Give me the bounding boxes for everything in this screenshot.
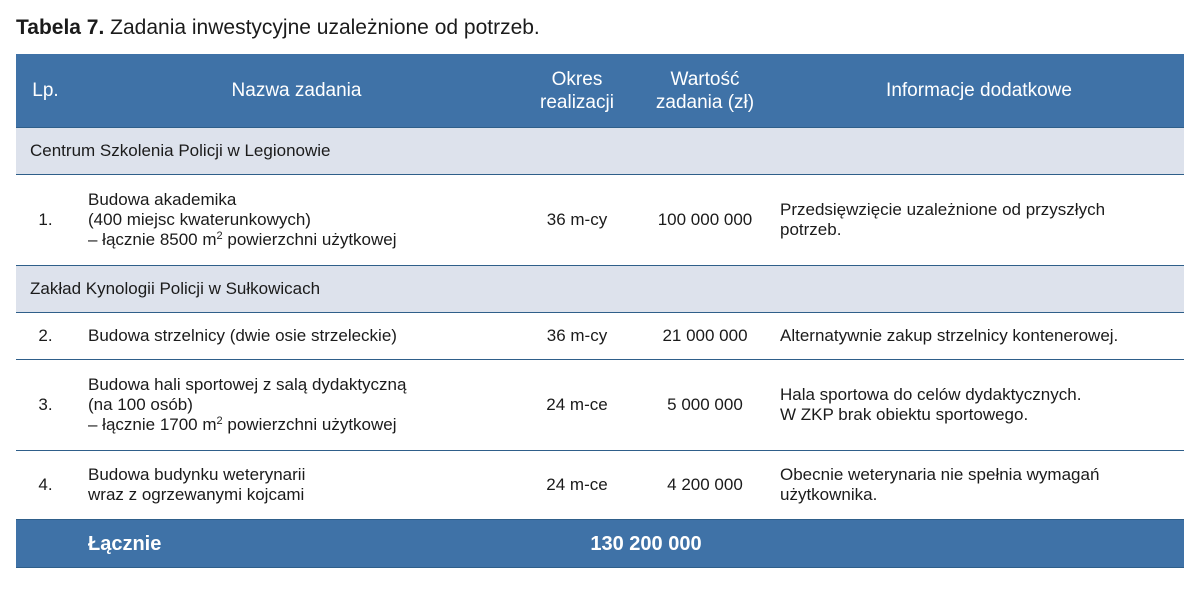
table-caption — [16, 14, 540, 42]
row-name-line: powierzchni użytkowej — [222, 415, 397, 434]
row-name-line: Budowa strzelnicy (dwie osie strzeleckie) — [88, 326, 397, 345]
table-row — [16, 360, 1184, 451]
row-value: 21 000 000 — [636, 313, 774, 360]
row-period: 24 m-ce — [518, 360, 636, 451]
row-value: 100 000 000 — [636, 175, 774, 266]
row-period: 24 m-ce — [518, 451, 636, 520]
row-lp: 2. — [16, 313, 75, 360]
header-period-line2: realizacji — [540, 91, 614, 113]
total-spacer — [16, 520, 75, 568]
table-row — [16, 451, 1184, 520]
row-info-line: Obecnie weterynaria nie spełnia wymagań — [780, 465, 1100, 484]
total-row — [16, 520, 1184, 568]
total-value: 130 200 000 — [518, 520, 774, 568]
header-period-line1: Okres — [551, 68, 603, 90]
header-value — [636, 54, 774, 128]
header-info: Informacje dodatkowe — [774, 54, 1184, 128]
row-info-line: użytkownika. — [780, 485, 878, 504]
section-title: Zakład Kynologii Policji w Sułkowicach — [16, 266, 1184, 313]
total-label: Łącznie — [75, 520, 518, 568]
section-row — [16, 128, 1184, 175]
header-value-line1: Wartość — [670, 68, 740, 90]
table-row — [16, 313, 1184, 360]
row-name-line: (400 miejsc kwaterunkowych) — [88, 210, 311, 229]
header-name: Nazwa zadania — [75, 54, 518, 128]
row-name-line: wraz z ogrzewanymi kojcami — [88, 485, 305, 504]
row-name — [75, 451, 518, 520]
row-period: 36 m-cy — [518, 175, 636, 266]
header-period — [518, 54, 636, 128]
row-name-line: Budowa hali sportowej z salą dydaktyczną — [88, 375, 407, 394]
header-value-line2: zadania (zł) — [655, 91, 755, 113]
row-name-line: Budowa akademika — [88, 190, 237, 209]
row-info-line: W ZKP brak obiektu sportowego. — [780, 405, 1029, 424]
row-name-line: (na 100 osób) — [88, 395, 193, 414]
row-lp: 1. — [16, 175, 75, 266]
row-lp: 3. — [16, 360, 75, 451]
row-name-superscript: 2 — [216, 230, 223, 242]
row-name — [75, 360, 518, 451]
row-info-line: potrzeb. — [780, 220, 842, 239]
caption-label: Tabela 7. — [16, 16, 105, 39]
row-info — [774, 175, 1184, 266]
table-row — [16, 175, 1184, 266]
row-info-line: Alternatywnie zakup strzelnicy kontenerowej. — [780, 326, 1119, 345]
investment-table — [16, 54, 1184, 568]
row-value: 4 200 000 — [636, 451, 774, 520]
row-info — [774, 313, 1184, 360]
row-name — [75, 313, 518, 360]
section-row — [16, 266, 1184, 313]
row-info-line: Przedsięwzięcie uzależnione od przyszłych — [780, 200, 1106, 219]
total-info-empty — [774, 520, 1184, 568]
row-name-line: – łącznie 1700 m — [88, 415, 217, 434]
section-title: Centrum Szkolenia Policji w Legionowie — [16, 128, 1184, 175]
row-name-line: – łącznie 8500 m — [88, 230, 217, 249]
row-period: 36 m-cy — [518, 313, 636, 360]
row-info-line: Hala sportowa do celów dydaktycznych. — [780, 385, 1082, 404]
row-lp: 4. — [16, 451, 75, 520]
row-info — [774, 360, 1184, 451]
header-row — [16, 54, 1184, 128]
header-lp: Lp. — [16, 54, 75, 128]
row-info — [774, 451, 1184, 520]
row-name-line: Budowa budynku weterynarii — [88, 465, 306, 484]
row-value: 5 000 000 — [636, 360, 774, 451]
row-name-line: powierzchni użytkowej — [222, 230, 397, 249]
row-name — [75, 175, 518, 266]
row-name-superscript: 2 — [216, 415, 223, 427]
caption-text: Zadania inwestycyjne uzależnione od potrzeb. — [110, 16, 540, 39]
